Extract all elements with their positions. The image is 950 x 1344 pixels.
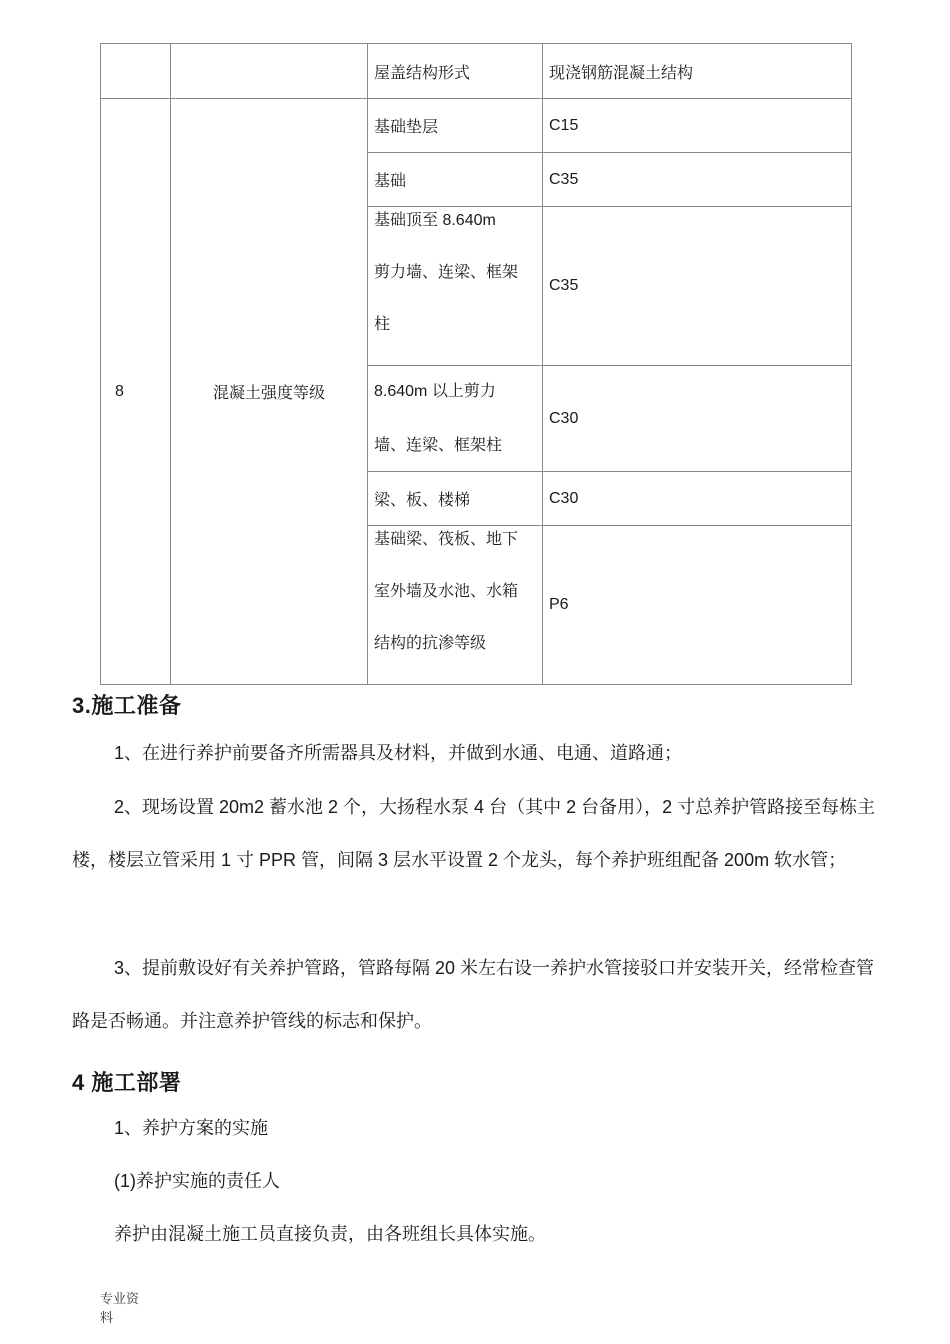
item-line: 基础垫层 (374, 119, 439, 136)
concrete-spec-table (100, 43, 852, 685)
footer-line: 料 (100, 1311, 114, 1326)
cell-item (368, 99, 543, 153)
section-4-sub-1: 1、养护方案的实施 (114, 1118, 269, 1138)
section-4-heading: 4 施工部署 (72, 1070, 182, 1095)
cell-roof-value: 现浇钢筋混凝土结构 (543, 44, 852, 99)
item-line: 结构的抗渗等级 (374, 635, 487, 652)
cell-item (368, 472, 543, 526)
item-line: 剪力墙、连梁、框架 (374, 264, 519, 281)
section-3-item-1: 1、在进行养护前要备齐所需器具及材料，并做到水通、电通、道路通； (114, 743, 683, 763)
cell-value: C30 (543, 472, 852, 526)
cell-empty-no (101, 44, 171, 99)
item-line: 基础 (374, 173, 407, 190)
cell-group-number: 8 (101, 99, 171, 685)
table-row (101, 99, 852, 153)
item-line: 基础梁、筏板、地下 (374, 531, 519, 548)
cell-value: C30 (543, 366, 852, 472)
cell-value: P6 (543, 526, 852, 685)
page-footer (100, 1290, 148, 1328)
cell-value: C35 (543, 207, 852, 366)
section-3-item-2: 2、现场设置 20m2 蓄水池 2 个，大扬程水泵 4 台（其中 2 台备用），2 寸总养护管路接至每栋主楼，楼层立管采用 1 寸 PPR 管，间隔 3 层水平设置 2 个龙头，每个养护班组配备 200m 软水管； (72, 797, 876, 870)
cell-item (368, 153, 543, 207)
item-line: 墙、连梁、框架柱 (374, 436, 503, 454)
item-line: 基础顶至 8.640m (374, 212, 496, 229)
cell-group-category: 混凝土强度等级 (171, 99, 368, 685)
cell-roof-item: 屋盖结构形式 (368, 44, 543, 99)
footer-line: 专业资 (100, 1292, 140, 1307)
cell-empty-category (171, 44, 368, 99)
section-3-heading: 3.施工准备 (72, 693, 182, 718)
item-line: 室外墙及水池、水箱 (374, 583, 519, 600)
cell-value: C15 (543, 99, 852, 153)
cell-item (368, 526, 543, 685)
cell-item (368, 207, 543, 366)
section-4-sub-1-1: (1)养护实施的责任人 (114, 1171, 280, 1191)
section-3-item-3: 3、提前敷设好有关养护管路，管路每隔 20 米左右设一养护水管接驳口并安装开关，经常检查管路是否畅通。并注意养护管线的标志和保护。 (72, 958, 875, 1031)
table-row-roof (101, 44, 852, 99)
section-4-text: 养护由混凝土施工员直接负责，由各班组长具体实施。 (114, 1224, 546, 1244)
cell-value: C35 (543, 153, 852, 207)
item-line: 8.640m 以上剪力 (374, 382, 496, 400)
item-line: 柱 (374, 316, 391, 333)
item-line: 梁、板、楼梯 (374, 492, 471, 509)
cell-item (368, 366, 543, 472)
